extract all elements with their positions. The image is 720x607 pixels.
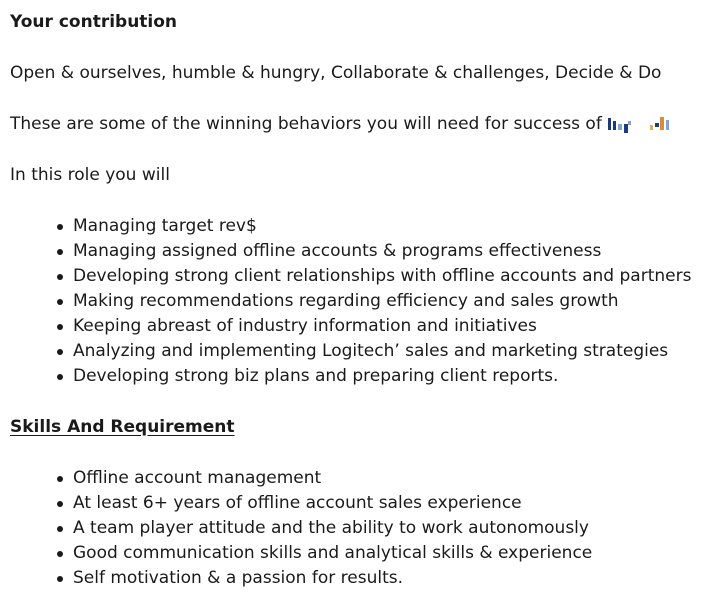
list-item: At least 6+ years of offline account sales experience [73, 491, 710, 516]
list-item: Developing strong biz plans and preparing client reports. [73, 364, 710, 389]
list-item: A team player attitude and the ability to work autonomously [73, 516, 710, 541]
list-item: Analyzing and implementing Logitech’ sales and marketing strategies [73, 339, 710, 364]
contribution-heading: Your contribution [10, 12, 178, 32]
skills-list [10, 466, 710, 591]
behaviors-text: These are some of the winning behaviors you will need for success of [10, 114, 602, 134]
list-item: Self motivation & a passion for results. [73, 566, 710, 591]
role-intro: In this role you will [10, 165, 170, 185]
values-line: Open & ourselves, humble & hungry, Collaborate & challenges, Decide & Do [10, 63, 662, 83]
list-item: Good communication skills and analytical skills & experience [73, 541, 710, 566]
list-item: Managing assigned offline accounts & programs effectiveness [73, 239, 710, 264]
role-list [10, 214, 710, 389]
behaviors-line [10, 112, 710, 137]
company-logo-icon [608, 115, 678, 133]
list-item: Keeping abreast of industry information and initiatives [73, 314, 710, 339]
job-description [10, 10, 710, 591]
list-item: Developing strong client relationships with offline accounts and partners [73, 264, 710, 289]
list-item: Making recommendations regarding efficiency and sales growth [73, 289, 710, 314]
list-item: Managing target rev$ [73, 214, 710, 239]
list-item: Offline account management [73, 466, 710, 491]
skills-heading: Skills And Requirement [10, 417, 235, 437]
